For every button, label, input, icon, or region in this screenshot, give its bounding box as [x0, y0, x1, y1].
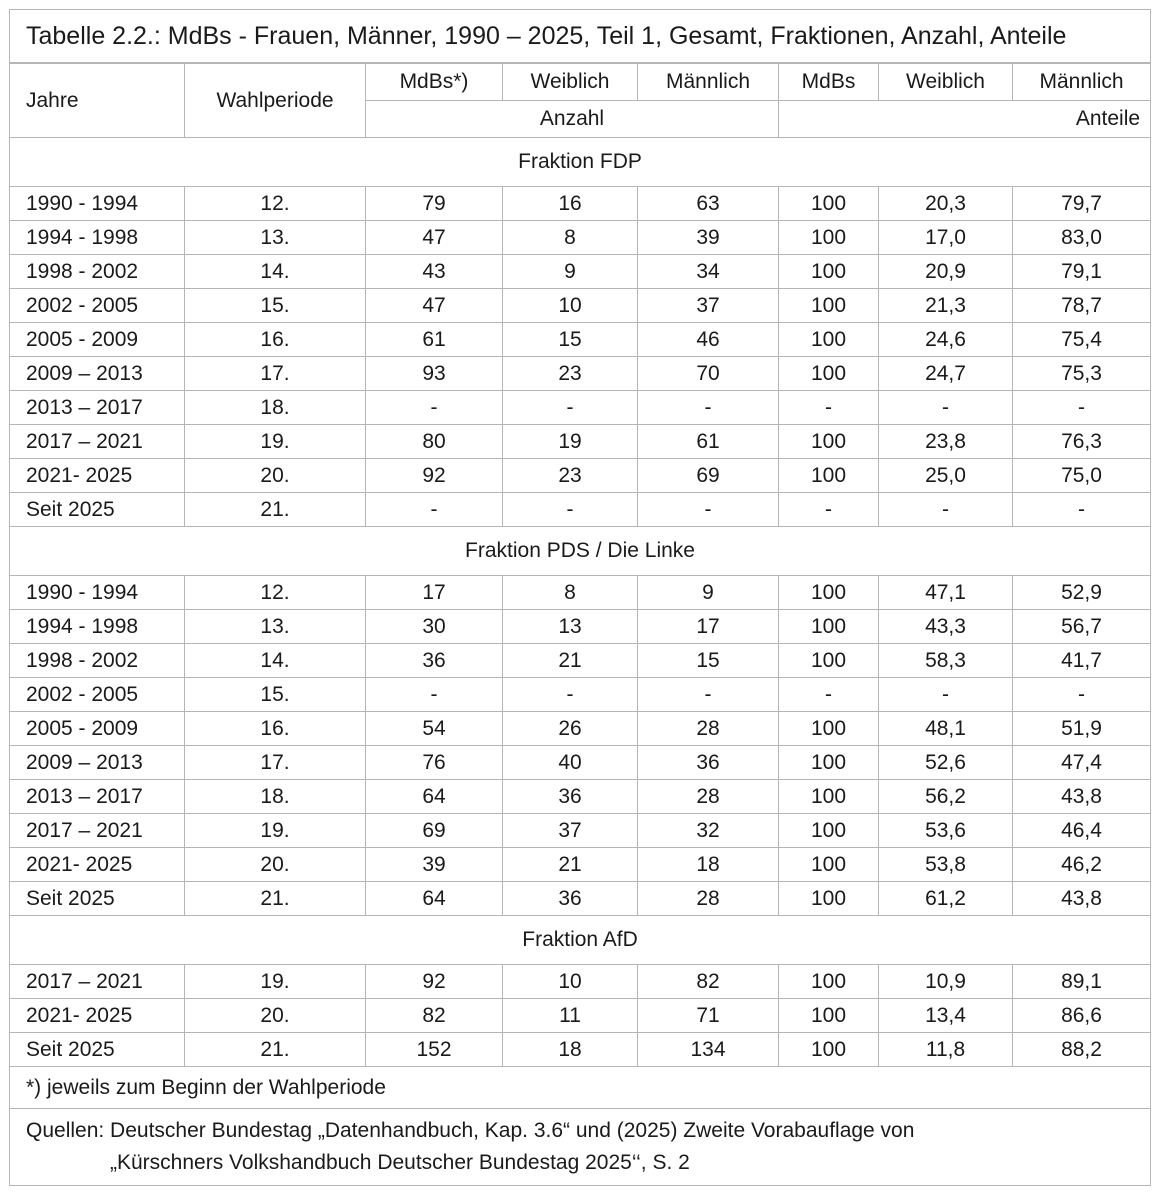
cell-mdbs-share: 100	[779, 644, 879, 678]
cell-wahlperiode: 14.	[185, 255, 366, 289]
cell-jahre: 2013 – 2017	[10, 780, 185, 814]
cell-mdbs-count: -	[366, 391, 503, 425]
cell-maennlich-share: 75,4	[1013, 323, 1151, 357]
cell-mdbs-share: -	[779, 493, 879, 527]
cell-jahre: 2021- 2025	[10, 848, 185, 882]
cell-maennlich-share: 47,4	[1013, 746, 1151, 780]
header-anzahl: Anzahl	[366, 101, 779, 138]
cell-weiblich-count: 21	[503, 848, 638, 882]
cell-maennlich-count: 82	[638, 965, 779, 999]
cell-weiblich-share: -	[879, 391, 1013, 425]
header-wahlperiode: Wahlperiode	[185, 63, 366, 138]
cell-mdbs-share: 100	[779, 1033, 879, 1067]
cell-jahre: Seit 2025	[10, 493, 185, 527]
source-note	[10, 1109, 1151, 1186]
cell-jahre: 1994 - 1998	[10, 610, 185, 644]
cell-wahlperiode: 21.	[185, 882, 366, 916]
cell-wahlperiode: 20.	[185, 999, 366, 1033]
cell-maennlich-share: 43,8	[1013, 882, 1151, 916]
mdb-table	[9, 9, 1151, 1186]
cell-weiblich-share: 56,2	[879, 780, 1013, 814]
cell-mdbs-share: 100	[779, 323, 879, 357]
cell-maennlich-count: -	[638, 678, 779, 712]
table-row	[10, 289, 1151, 323]
cell-mdbs-count: 69	[366, 814, 503, 848]
cell-weiblich-share: -	[879, 493, 1013, 527]
cell-mdbs-share: 100	[779, 357, 879, 391]
cell-maennlich-count: 28	[638, 780, 779, 814]
cell-mdbs-count: 54	[366, 712, 503, 746]
cell-weiblich-share: 24,6	[879, 323, 1013, 357]
cell-weiblich-share: 13,4	[879, 999, 1013, 1033]
cell-mdbs-count: 43	[366, 255, 503, 289]
table-row	[10, 255, 1151, 289]
cell-maennlich-share: 75,0	[1013, 459, 1151, 493]
cell-mdbs-count: 17	[366, 576, 503, 610]
cell-wahlperiode: 15.	[185, 678, 366, 712]
cell-mdbs-count: -	[366, 493, 503, 527]
cell-maennlich-share: 46,2	[1013, 848, 1151, 882]
header-anteile: Anteile	[779, 101, 1151, 138]
table-row	[10, 576, 1151, 610]
table-row	[10, 357, 1151, 391]
cell-jahre: 1998 - 2002	[10, 644, 185, 678]
cell-weiblich-count: 26	[503, 712, 638, 746]
cell-mdbs-share: 100	[779, 187, 879, 221]
cell-weiblich-count: 9	[503, 255, 638, 289]
cell-jahre: 2009 – 2013	[10, 357, 185, 391]
cell-weiblich-share: 23,8	[879, 425, 1013, 459]
cell-maennlich-count: 34	[638, 255, 779, 289]
cell-mdbs-share: 100	[779, 965, 879, 999]
cell-maennlich-share: 89,1	[1013, 965, 1151, 999]
cell-jahre: 2013 – 2017	[10, 391, 185, 425]
cell-weiblich-share: 11,8	[879, 1033, 1013, 1067]
cell-maennlich-count: -	[638, 493, 779, 527]
cell-wahlperiode: 12.	[185, 187, 366, 221]
cell-weiblich-share: 53,6	[879, 814, 1013, 848]
cell-wahlperiode: 20.	[185, 848, 366, 882]
cell-mdbs-count: 61	[366, 323, 503, 357]
cell-weiblich-count: 18	[503, 1033, 638, 1067]
cell-jahre: Seit 2025	[10, 1033, 185, 1067]
table-row	[10, 425, 1151, 459]
header-maennlich-count: Männlich	[638, 63, 779, 101]
cell-weiblich-count: 8	[503, 221, 638, 255]
table-row	[10, 678, 1151, 712]
cell-weiblich-count: 23	[503, 459, 638, 493]
cell-mdbs-share: 100	[779, 746, 879, 780]
cell-jahre: Seit 2025	[10, 882, 185, 916]
cell-maennlich-count: 134	[638, 1033, 779, 1067]
header-maennlich-share: Männlich	[1013, 63, 1151, 101]
cell-maennlich-count: 46	[638, 323, 779, 357]
cell-mdbs-count: 64	[366, 780, 503, 814]
cell-mdbs-share: 100	[779, 459, 879, 493]
cell-weiblich-share: 53,8	[879, 848, 1013, 882]
cell-mdbs-count: 39	[366, 848, 503, 882]
cell-weiblich-share: -	[879, 678, 1013, 712]
cell-mdbs-share: 100	[779, 999, 879, 1033]
cell-maennlich-count: 63	[638, 187, 779, 221]
cell-wahlperiode: 14.	[185, 644, 366, 678]
header-weiblich-share: Weiblich	[879, 63, 1013, 101]
cell-maennlich-share: 83,0	[1013, 221, 1151, 255]
cell-maennlich-share: 76,3	[1013, 425, 1151, 459]
header-mdbs-count: MdBs*)	[366, 63, 503, 101]
cell-mdbs-share: 100	[779, 814, 879, 848]
cell-maennlich-count: 32	[638, 814, 779, 848]
cell-wahlperiode: 21.	[185, 1033, 366, 1067]
cell-weiblich-share: 21,3	[879, 289, 1013, 323]
cell-weiblich-count: 36	[503, 780, 638, 814]
cell-weiblich-count: 13	[503, 610, 638, 644]
cell-weiblich-count: 15	[503, 323, 638, 357]
cell-maennlich-share: 78,7	[1013, 289, 1151, 323]
table-row	[10, 644, 1151, 678]
table-container	[9, 9, 1150, 1186]
cell-maennlich-share: 46,4	[1013, 814, 1151, 848]
header-mdbs-share: MdBs	[779, 63, 879, 101]
cell-weiblich-count: 11	[503, 999, 638, 1033]
cell-maennlich-share: 79,7	[1013, 187, 1151, 221]
cell-wahlperiode: 21.	[185, 493, 366, 527]
cell-mdbs-count: 82	[366, 999, 503, 1033]
cell-mdbs-share: -	[779, 391, 879, 425]
table-row	[10, 493, 1151, 527]
cell-weiblich-count: -	[503, 493, 638, 527]
section-header	[10, 138, 1151, 187]
table-row	[10, 999, 1151, 1033]
cell-maennlich-count: 37	[638, 289, 779, 323]
cell-maennlich-share: 41,7	[1013, 644, 1151, 678]
section-title: Fraktion AfD	[10, 916, 1151, 965]
cell-weiblich-count: 36	[503, 882, 638, 916]
table-row	[10, 780, 1151, 814]
cell-mdbs-count: 30	[366, 610, 503, 644]
table-row	[10, 882, 1151, 916]
cell-weiblich-count: 16	[503, 187, 638, 221]
cell-weiblich-share: 24,7	[879, 357, 1013, 391]
cell-mdbs-share: 100	[779, 425, 879, 459]
table-row	[10, 1033, 1151, 1067]
cell-weiblich-share: 52,6	[879, 746, 1013, 780]
source-line-1: Quellen: Deutscher Bundestag „Datenhandbuch, Kap. 3.6“ und (2025) Zweite Vorabauflage von	[26, 1119, 915, 1142]
cell-weiblich-share: 25,0	[879, 459, 1013, 493]
cell-maennlich-share: 79,1	[1013, 255, 1151, 289]
section-header	[10, 916, 1151, 965]
cell-jahre: 2005 - 2009	[10, 323, 185, 357]
cell-wahlperiode: 12.	[185, 576, 366, 610]
cell-weiblich-count: 19	[503, 425, 638, 459]
cell-jahre: 2021- 2025	[10, 459, 185, 493]
cell-wahlperiode: 16.	[185, 323, 366, 357]
cell-wahlperiode: 17.	[185, 746, 366, 780]
table-row	[10, 746, 1151, 780]
cell-maennlich-share: 43,8	[1013, 780, 1151, 814]
cell-mdbs-count: 152	[366, 1033, 503, 1067]
cell-jahre: 2021- 2025	[10, 999, 185, 1033]
table-row	[10, 221, 1151, 255]
table-row	[10, 965, 1151, 999]
table-row	[10, 187, 1151, 221]
table-row	[10, 712, 1151, 746]
cell-mdbs-share: 100	[779, 255, 879, 289]
cell-maennlich-share: -	[1013, 391, 1151, 425]
table-title: Tabelle 2.2.: MdBs - Frauen, Männer, 1990 – 2025, Teil 1, Gesamt, Fraktionen, Anzahl, Anteile	[10, 10, 1151, 64]
cell-maennlich-share: 86,6	[1013, 999, 1151, 1033]
cell-wahlperiode: 18.	[185, 780, 366, 814]
header-weiblich-count: Weiblich	[503, 63, 638, 101]
cell-maennlich-share: 75,3	[1013, 357, 1151, 391]
cell-weiblich-share: 58,3	[879, 644, 1013, 678]
cell-mdbs-count: 47	[366, 289, 503, 323]
cell-wahlperiode: 13.	[185, 610, 366, 644]
cell-maennlich-count: 39	[638, 221, 779, 255]
cell-wahlperiode: 13.	[185, 221, 366, 255]
cell-maennlich-share: -	[1013, 493, 1151, 527]
cell-mdbs-share: 100	[779, 712, 879, 746]
cell-jahre: 2009 – 2013	[10, 746, 185, 780]
cell-maennlich-share: 88,2	[1013, 1033, 1151, 1067]
cell-mdbs-count: 80	[366, 425, 503, 459]
header-jahre: Jahre	[10, 63, 185, 138]
cell-weiblich-count: 10	[503, 965, 638, 999]
cell-jahre: 2017 – 2021	[10, 425, 185, 459]
cell-maennlich-count: 69	[638, 459, 779, 493]
cell-wahlperiode: 20.	[185, 459, 366, 493]
cell-weiblich-count: 21	[503, 644, 638, 678]
cell-weiblich-share: 47,1	[879, 576, 1013, 610]
cell-maennlich-count: 18	[638, 848, 779, 882]
cell-mdbs-count: 79	[366, 187, 503, 221]
cell-mdbs-count: 47	[366, 221, 503, 255]
cell-mdbs-share: 100	[779, 780, 879, 814]
cell-mdbs-count: 36	[366, 644, 503, 678]
cell-jahre: 2017 – 2021	[10, 965, 185, 999]
section-title: Fraktion PDS / Die Linke	[10, 527, 1151, 576]
table-row	[10, 459, 1151, 493]
cell-jahre: 2005 - 2009	[10, 712, 185, 746]
cell-mdbs-count: 64	[366, 882, 503, 916]
cell-maennlich-count: 61	[638, 425, 779, 459]
section-header	[10, 527, 1151, 576]
cell-maennlich-count: 15	[638, 644, 779, 678]
cell-weiblich-count: 10	[503, 289, 638, 323]
cell-maennlich-count: 28	[638, 882, 779, 916]
cell-mdbs-share: 100	[779, 610, 879, 644]
cell-wahlperiode: 15.	[185, 289, 366, 323]
cell-maennlich-share: -	[1013, 678, 1151, 712]
footnote-row	[10, 1067, 1151, 1109]
cell-mdbs-share: 100	[779, 289, 879, 323]
section-title: Fraktion FDP	[10, 138, 1151, 187]
cell-mdbs-count: 92	[366, 965, 503, 999]
cell-jahre: 1998 - 2002	[10, 255, 185, 289]
cell-weiblich-count: -	[503, 678, 638, 712]
cell-weiblich-share: 43,3	[879, 610, 1013, 644]
table-row	[10, 848, 1151, 882]
cell-maennlich-count: 28	[638, 712, 779, 746]
cell-jahre: 1994 - 1998	[10, 221, 185, 255]
table-row	[10, 814, 1151, 848]
cell-wahlperiode: 17.	[185, 357, 366, 391]
cell-weiblich-share: 17,0	[879, 221, 1013, 255]
table-row	[10, 323, 1151, 357]
cell-jahre: 1990 - 1994	[10, 576, 185, 610]
cell-maennlich-count: 70	[638, 357, 779, 391]
cell-mdbs-count: 76	[366, 746, 503, 780]
cell-mdbs-share: 100	[779, 221, 879, 255]
source-row	[10, 1109, 1151, 1186]
cell-maennlich-count: 9	[638, 576, 779, 610]
cell-weiblich-share: 61,2	[879, 882, 1013, 916]
cell-weiblich-share: 48,1	[879, 712, 1013, 746]
cell-maennlich-share: 51,9	[1013, 712, 1151, 746]
cell-weiblich-count: 23	[503, 357, 638, 391]
cell-maennlich-count: 17	[638, 610, 779, 644]
cell-maennlich-count: 36	[638, 746, 779, 780]
cell-wahlperiode: 19.	[185, 814, 366, 848]
cell-wahlperiode: 18.	[185, 391, 366, 425]
table-row	[10, 391, 1151, 425]
cell-maennlich-count: -	[638, 391, 779, 425]
cell-maennlich-count: 71	[638, 999, 779, 1033]
cell-maennlich-share: 52,9	[1013, 576, 1151, 610]
cell-weiblich-share: 20,9	[879, 255, 1013, 289]
table-row	[10, 610, 1151, 644]
cell-wahlperiode: 19.	[185, 965, 366, 999]
cell-mdbs-count: 92	[366, 459, 503, 493]
cell-mdbs-share: 100	[779, 576, 879, 610]
cell-mdbs-count: -	[366, 678, 503, 712]
cell-wahlperiode: 16.	[185, 712, 366, 746]
footnote: *) jeweils zum Beginn der Wahlperiode	[10, 1067, 1151, 1109]
cell-wahlperiode: 19.	[185, 425, 366, 459]
cell-weiblich-count: 37	[503, 814, 638, 848]
cell-mdbs-share: -	[779, 678, 879, 712]
cell-mdbs-share: 100	[779, 882, 879, 916]
cell-jahre: 1990 - 1994	[10, 187, 185, 221]
source-line-2: „Kürschners Volkshandbuch Deutscher Bundestag 2025‘‘, S. 2	[110, 1151, 690, 1174]
cell-weiblich-share: 10,9	[879, 965, 1013, 999]
cell-weiblich-share: 20,3	[879, 187, 1013, 221]
cell-mdbs-share: 100	[779, 848, 879, 882]
cell-jahre: 2002 - 2005	[10, 678, 185, 712]
cell-jahre: 2017 – 2021	[10, 814, 185, 848]
cell-weiblich-count: 40	[503, 746, 638, 780]
cell-weiblich-count: 8	[503, 576, 638, 610]
cell-jahre: 2002 - 2005	[10, 289, 185, 323]
cell-weiblich-count: -	[503, 391, 638, 425]
cell-mdbs-count: 93	[366, 357, 503, 391]
cell-maennlich-share: 56,7	[1013, 610, 1151, 644]
